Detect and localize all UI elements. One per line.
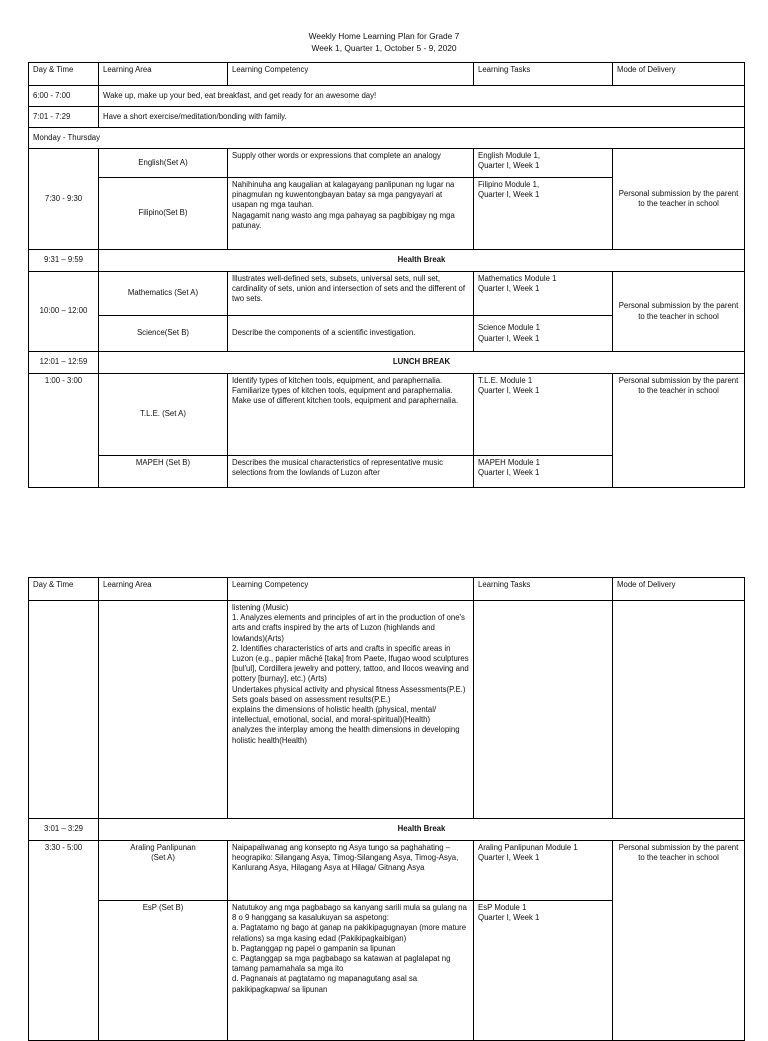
learning-area-cell: Araling Panlipunan (Set A) bbox=[99, 841, 228, 901]
section-label: Monday - Thursday bbox=[29, 128, 745, 149]
delivery-cell: Personal submission by the parent to the teacher in school bbox=[613, 272, 745, 352]
task-cell: Araling Panlipunan Module 1 Quarter I, Week 1 bbox=[474, 841, 613, 901]
break-row bbox=[29, 819, 745, 841]
activity-cell: Have a short exercise/meditation/bonding with family. bbox=[99, 107, 745, 128]
competency-cell: Identify types of kitchen tools, equipment, and paraphernalia. Familiarize types of kitchen tools, equipment and paraphernalia. Make use of different kitchen tools, equipment and paraphernalia. bbox=[228, 374, 474, 456]
header-learning-tasks: Learning Tasks bbox=[474, 578, 613, 601]
learning-area-cell: MAPEH (Set B) bbox=[99, 456, 228, 488]
header-row bbox=[29, 578, 745, 601]
time-cell: 10:00 – 12:00 bbox=[29, 272, 99, 352]
break-label: Health Break bbox=[99, 250, 745, 272]
plan-title: Weekly Home Learning Plan for Grade 7 bbox=[308, 31, 460, 41]
time-cell: 7:30 - 9:30 bbox=[29, 149, 99, 250]
learning-area-cell: EsP (Set B) bbox=[99, 901, 228, 1041]
break-label: LUNCH BREAK bbox=[99, 352, 745, 374]
delivery-cell: Personal submission by the parent to the teacher in school bbox=[613, 841, 745, 1041]
header-learning-competency: Learning Competency bbox=[228, 63, 474, 86]
plan-subtitle: Week 1, Quarter 1, October 5 - 9, 2020 bbox=[311, 43, 457, 53]
task-cell: Mathematics Module 1 Quarter I, Week 1 bbox=[474, 272, 613, 316]
time-cell: 6:00 - 7:00 bbox=[29, 86, 99, 107]
task-cell: Science Module 1 Quarter I, Week 1 bbox=[474, 316, 613, 352]
delivery-cell: Personal submission by the parent to the teacher in school bbox=[613, 374, 745, 488]
time-cell: 9:31 – 9:59 bbox=[29, 250, 99, 272]
table-row bbox=[29, 272, 745, 316]
delivery-cell bbox=[613, 601, 745, 819]
time-cell bbox=[29, 601, 99, 819]
header-learning-tasks: Learning Tasks bbox=[474, 63, 613, 86]
time-cell: 3:30 - 5:00 bbox=[29, 841, 99, 1041]
time-cell: 7:01 - 7:29 bbox=[29, 107, 99, 128]
competency-cell: Naipapaliwanag ang konsepto ng Asya tungo sa paghahating – heograpiko: Silangang Asya, Timog-Silangang Asya, Timog-Asya, Kanlurang Asya, Hilagang Asya at Hilaga/ Gitnang Asya bbox=[228, 841, 474, 901]
header-learning-competency: Learning Competency bbox=[228, 578, 474, 601]
break-row bbox=[29, 250, 745, 272]
table-row bbox=[29, 601, 745, 819]
break-row bbox=[29, 352, 745, 374]
table-row bbox=[29, 86, 745, 107]
table-row bbox=[29, 841, 745, 901]
learning-area-cell bbox=[99, 601, 228, 819]
task-cell: English Module 1, Quarter I, Week 1 bbox=[474, 149, 613, 178]
learning-plan-table-1 bbox=[28, 62, 745, 488]
competency-cell: Describes the musical characteristics of representative music selections from the lowlands of Luzon after bbox=[228, 456, 474, 488]
competency-cell: Natutukoy ang mga pagbabago sa kanyang sarili mula sa gulang na 8 o 9 hanggang sa kasalukuyan sa aspetong: a. Pagtatamo ng bago at ganap na pakikipagugnayan (more mature relations) sa mga kasing edad (Pakikipagkaibigan) b. Pagtanggap ng papel o gampanin sa lipunan c. Pagtanggap sa mga pagbabago sa katawan at paglalapat ng tamang pamamahala sa mga ito d. Pagnanais at pagtatamo ng mapanagutang asal sa pakikipagkapwa/ sa lipunan bbox=[228, 901, 474, 1041]
header-mode-of-delivery: Mode of Delivery bbox=[613, 63, 745, 86]
table-row bbox=[29, 374, 745, 456]
task-cell bbox=[474, 601, 613, 819]
learning-area-cell: English(Set A) bbox=[99, 149, 228, 178]
time-cell: 1:00 - 3:00 bbox=[29, 374, 99, 488]
learning-plan-table-2 bbox=[28, 577, 745, 1041]
time-cell: 3:01 – 3:29 bbox=[29, 819, 99, 841]
table-row bbox=[29, 149, 745, 178]
competency-cell: Supply other words or expressions that complete an analogy bbox=[228, 149, 474, 178]
table-row bbox=[29, 107, 745, 128]
learning-area-cell: Mathematics (Set A) bbox=[99, 272, 228, 316]
learning-area-cell: Science(Set B) bbox=[99, 316, 228, 352]
header-mode-of-delivery: Mode of Delivery bbox=[613, 578, 745, 601]
learning-area-cell: Filipino(Set B) bbox=[99, 178, 228, 250]
competency-cell: Describe the components of a scientific investigation. bbox=[228, 316, 474, 352]
learning-area-cell: T.L.E. (Set A) bbox=[99, 374, 228, 456]
activity-cell: Wake up, make up your bed, eat breakfast, and get ready for an awesome day! bbox=[99, 86, 745, 107]
competency-cell: Illustrates well-defined sets, subsets, universal sets, null set, cardinality of sets, union and intersection of sets and the different of two sets. bbox=[228, 272, 474, 316]
header-learning-area: Learning Area bbox=[99, 578, 228, 601]
task-cell: MAPEH Module 1 Quarter I, Week 1 bbox=[474, 456, 613, 488]
task-cell: Filipino Module 1, Quarter I, Week 1 bbox=[474, 178, 613, 250]
table-row bbox=[29, 128, 745, 149]
header-day-time: Day & Time bbox=[29, 578, 99, 601]
competency-cell: listening (Music) 1. Analyzes elements and principles of art in the production of one's arts and crafts inspired by the arts of Luzon (highlands and lowlands)(Arts) 2. Identifies characteristics of arts and crafts in specific areas in Luzon (e.g., papier mâché [taka] from Paete, Ifugao wood sculptures [bul'ul], Cordillera jewelry and pottery, tattoo, and Ilocos weaving and pottery [burnay], etc.) (Arts) Undertakes physical activity and physical fitness Assessments(P.E.) Sets goals based on assessment results(P.E.) explains the dimensions of holistic health (physical, mental/ intellectual, emotional, social, and moral-spiritual)(Health) analyzes the interplay among the health dimensions in developing holistic health(Health) bbox=[228, 601, 474, 819]
time-cell: 12:01 – 12:59 bbox=[29, 352, 99, 374]
task-cell: T.L.E. Module 1 Quarter I, Week 1 bbox=[474, 374, 613, 456]
break-label: Health Break bbox=[99, 819, 745, 841]
competency-cell: Nahihinuha ang kaugalian at kalagayang panlipunan ng lugar na pinagmulan ng kuwentongbayan batay sa mga pangyayari at usapan ng mga tauhan. Nagagamit nang wasto ang mga pahayag sa pagbibigay ng mga patunay. bbox=[228, 178, 474, 250]
header-row bbox=[29, 63, 745, 86]
delivery-cell: Personal submission by the parent to the teacher in school bbox=[613, 149, 745, 250]
header-learning-area: Learning Area bbox=[99, 63, 228, 86]
header-day-time: Day & Time bbox=[29, 63, 99, 86]
task-cell: EsP Module 1 Quarter I, Week 1 bbox=[474, 901, 613, 1041]
